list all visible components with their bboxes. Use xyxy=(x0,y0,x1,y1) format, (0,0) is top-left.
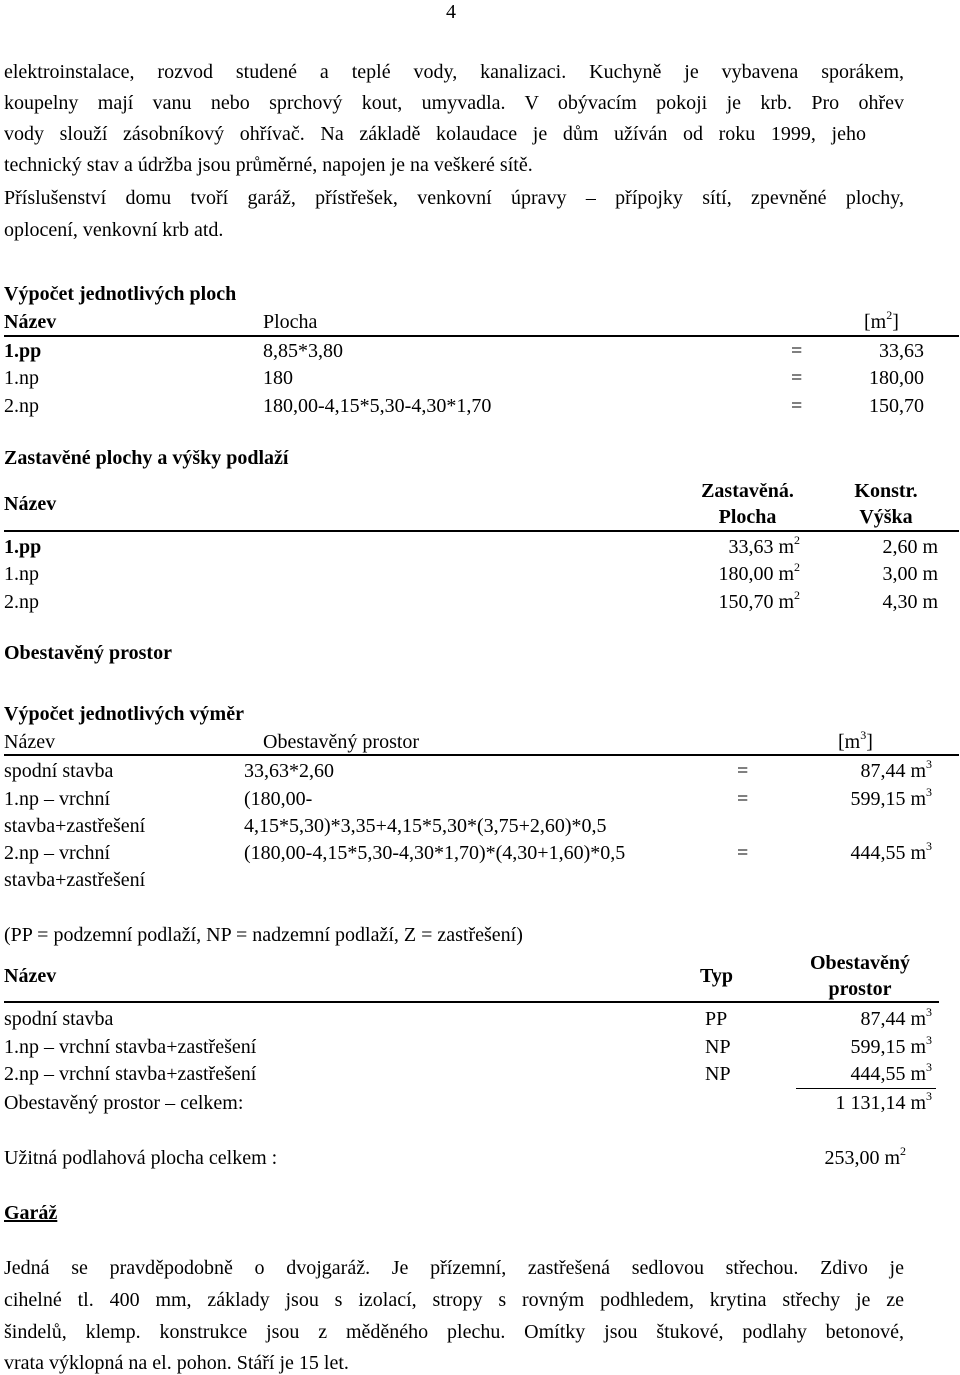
total-value: 1 131,14 $m^3$ xyxy=(835,1089,932,1114)
paragraph-line: elektroinstalace, rozvod studené a teplé vody, kanalizaci. Kuchyně je vybavena sporákem, xyxy=(4,61,904,83)
section-heading: Zastavěné plochy a výšky podlaží xyxy=(4,447,289,469)
row-name: 1.np – vrchní xyxy=(4,788,111,810)
row-value: 599,15 $m^3$ xyxy=(850,785,932,810)
paragraph-line: oplocení, venkovní krb atd. xyxy=(4,219,224,241)
row-name: 1.pp xyxy=(4,340,42,362)
row-area: 150,70 $m^2$ xyxy=(718,588,800,613)
row-name: 2.np xyxy=(4,395,39,417)
row-formula: 8,85*3,80 xyxy=(263,340,343,362)
row-name-continued: stavba+zastřešení xyxy=(4,815,146,837)
row-area: 180,00 $m^2$ xyxy=(718,560,800,585)
row-height: 4,30 m xyxy=(882,591,938,613)
row-formula: (180,00- xyxy=(244,788,313,810)
usable-area-value: 253,00 $m^2$ xyxy=(824,1144,906,1169)
column-header-name: Název xyxy=(4,731,56,753)
section-heading-enclosed: Obestavěný prostor xyxy=(4,642,172,664)
header-rule xyxy=(4,754,959,756)
row-name: 1.pp xyxy=(4,536,42,558)
paragraph-line: šindelů, klemp. konstrukce jsou z měděného plechu. Omítky jsou štukové, podlahy betonové, xyxy=(4,1321,904,1343)
total-label: Obestavěný prostor – celkem: xyxy=(4,1092,244,1114)
column-header-volume: Obestavěný prostor xyxy=(810,952,910,1000)
row-equals: = xyxy=(737,760,749,782)
paragraph-line: koupelny mají vanu nebo sprchový kout, umyvadla. V obývacím pokoji je krb. Pro ohřev xyxy=(4,92,904,114)
row-type: NP xyxy=(705,1063,731,1085)
row-formula-continued: 4,15*5,30)*3,35+4,15*5,30*(3,75+2,60)*0,5 xyxy=(244,815,607,837)
row-name: 2.np – vrchní xyxy=(4,842,111,864)
row-name: 2.np xyxy=(4,591,39,613)
row-value: 87,44 $m^3$ xyxy=(860,757,932,782)
row-value: 33,63 xyxy=(879,340,924,362)
column-header-type: Typ xyxy=(700,965,733,987)
column-header-name: Název xyxy=(4,311,57,333)
garage-heading: Garáž xyxy=(4,1202,58,1224)
row-area: 33,63 $m^2$ xyxy=(728,533,800,558)
row-name: spodní stavba xyxy=(4,760,114,782)
row-name: spodní stavba xyxy=(4,1008,114,1030)
row-value: 87,44 $m^3$ xyxy=(860,1005,932,1030)
row-equals: = xyxy=(737,788,749,810)
section-heading: Výpočet jednotlivých ploch xyxy=(4,283,237,305)
header-rule xyxy=(4,1001,939,1003)
row-value: 444,55 $m^3$ xyxy=(850,1060,932,1085)
row-formula: 180,00-4,15*5,30-4,30*1,70 xyxy=(263,395,492,417)
paragraph-line: Příslušenství domu tvoří garáž, přístřešek, venkovní úpravy – přípojky sítí, zpevněné plochy, xyxy=(4,187,904,209)
column-header-area: Zastavěná. Plocha xyxy=(701,480,794,528)
section-heading: Výpočet jednotlivých výměr xyxy=(4,703,244,725)
row-type: PP xyxy=(705,1008,728,1030)
paragraph-line: Jedná se pravděpodobně o dvojgaráž. Je přízemní, zastřešená sedlovou střechou. Zdivo je xyxy=(4,1257,904,1279)
row-formula: 180 xyxy=(263,367,293,389)
row-name: 1.np xyxy=(4,563,39,585)
column-header-formula: Plocha xyxy=(263,311,318,333)
column-header-unit: $[m^3]$ xyxy=(838,728,873,753)
row-formula: (180,00-4,15*5,30-4,30*1,70)*(4,30+1,60)*0,5 xyxy=(244,842,626,864)
row-value: 444,55 $m^3$ xyxy=(850,839,932,864)
row-value: 599,15 $m^3$ xyxy=(850,1033,932,1058)
row-value: 180,00 xyxy=(869,367,924,389)
row-formula: 33,63*2,60 xyxy=(244,760,334,782)
paragraph-line: vody slouží zásobníkový ohřívač. Na základě kolaudace je dům užíván od roku 1999, jeho xyxy=(4,123,866,145)
row-name: 1.np xyxy=(4,367,39,389)
row-equals: = xyxy=(791,340,803,362)
column-header-height: Konstr. Výška xyxy=(854,480,918,528)
row-value: 150,70 xyxy=(869,395,924,417)
page-number: 4 xyxy=(446,1,456,23)
row-equals: = xyxy=(737,842,749,864)
row-equals: = xyxy=(791,395,803,417)
row-height: 2,60 m xyxy=(882,536,938,558)
column-header-formula: Obestavěný prostor xyxy=(263,731,420,753)
row-name: 2.np – vrchní stavba+zastřešení xyxy=(4,1063,257,1085)
row-name-continued: stavba+zastřešení xyxy=(4,869,146,891)
paragraph-line: vrata výklopná na el. pohon. Stáří je 15 let. xyxy=(4,1352,349,1374)
header-rule xyxy=(4,335,959,337)
row-equals: = xyxy=(791,367,803,389)
row-height: 3,00 m xyxy=(882,563,938,585)
column-header-unit: $[m^2]$ xyxy=(864,308,899,333)
legend-note: (PP = podzemní podlaží, NP = nadzemní podlaží, Z = zastřešení) xyxy=(4,924,523,946)
paragraph-line: cihelné tl. 400 mm, základy jsou s izolací, stropy s rovným podhledem, krytina střechy je ze xyxy=(4,1289,904,1311)
paragraph-line: technický stav a údržba jsou průměrné, napojen je na veškeré sítě. xyxy=(4,154,533,176)
column-header-name: Název xyxy=(4,965,57,987)
header-rule xyxy=(4,530,959,532)
column-header-name: Název xyxy=(4,493,57,515)
total-rule xyxy=(796,1088,936,1089)
row-type: NP xyxy=(705,1036,731,1058)
usable-area-label: Užitná podlahová plocha celkem : xyxy=(4,1147,278,1169)
row-name: 1.np – vrchní stavba+zastřešení xyxy=(4,1036,257,1058)
